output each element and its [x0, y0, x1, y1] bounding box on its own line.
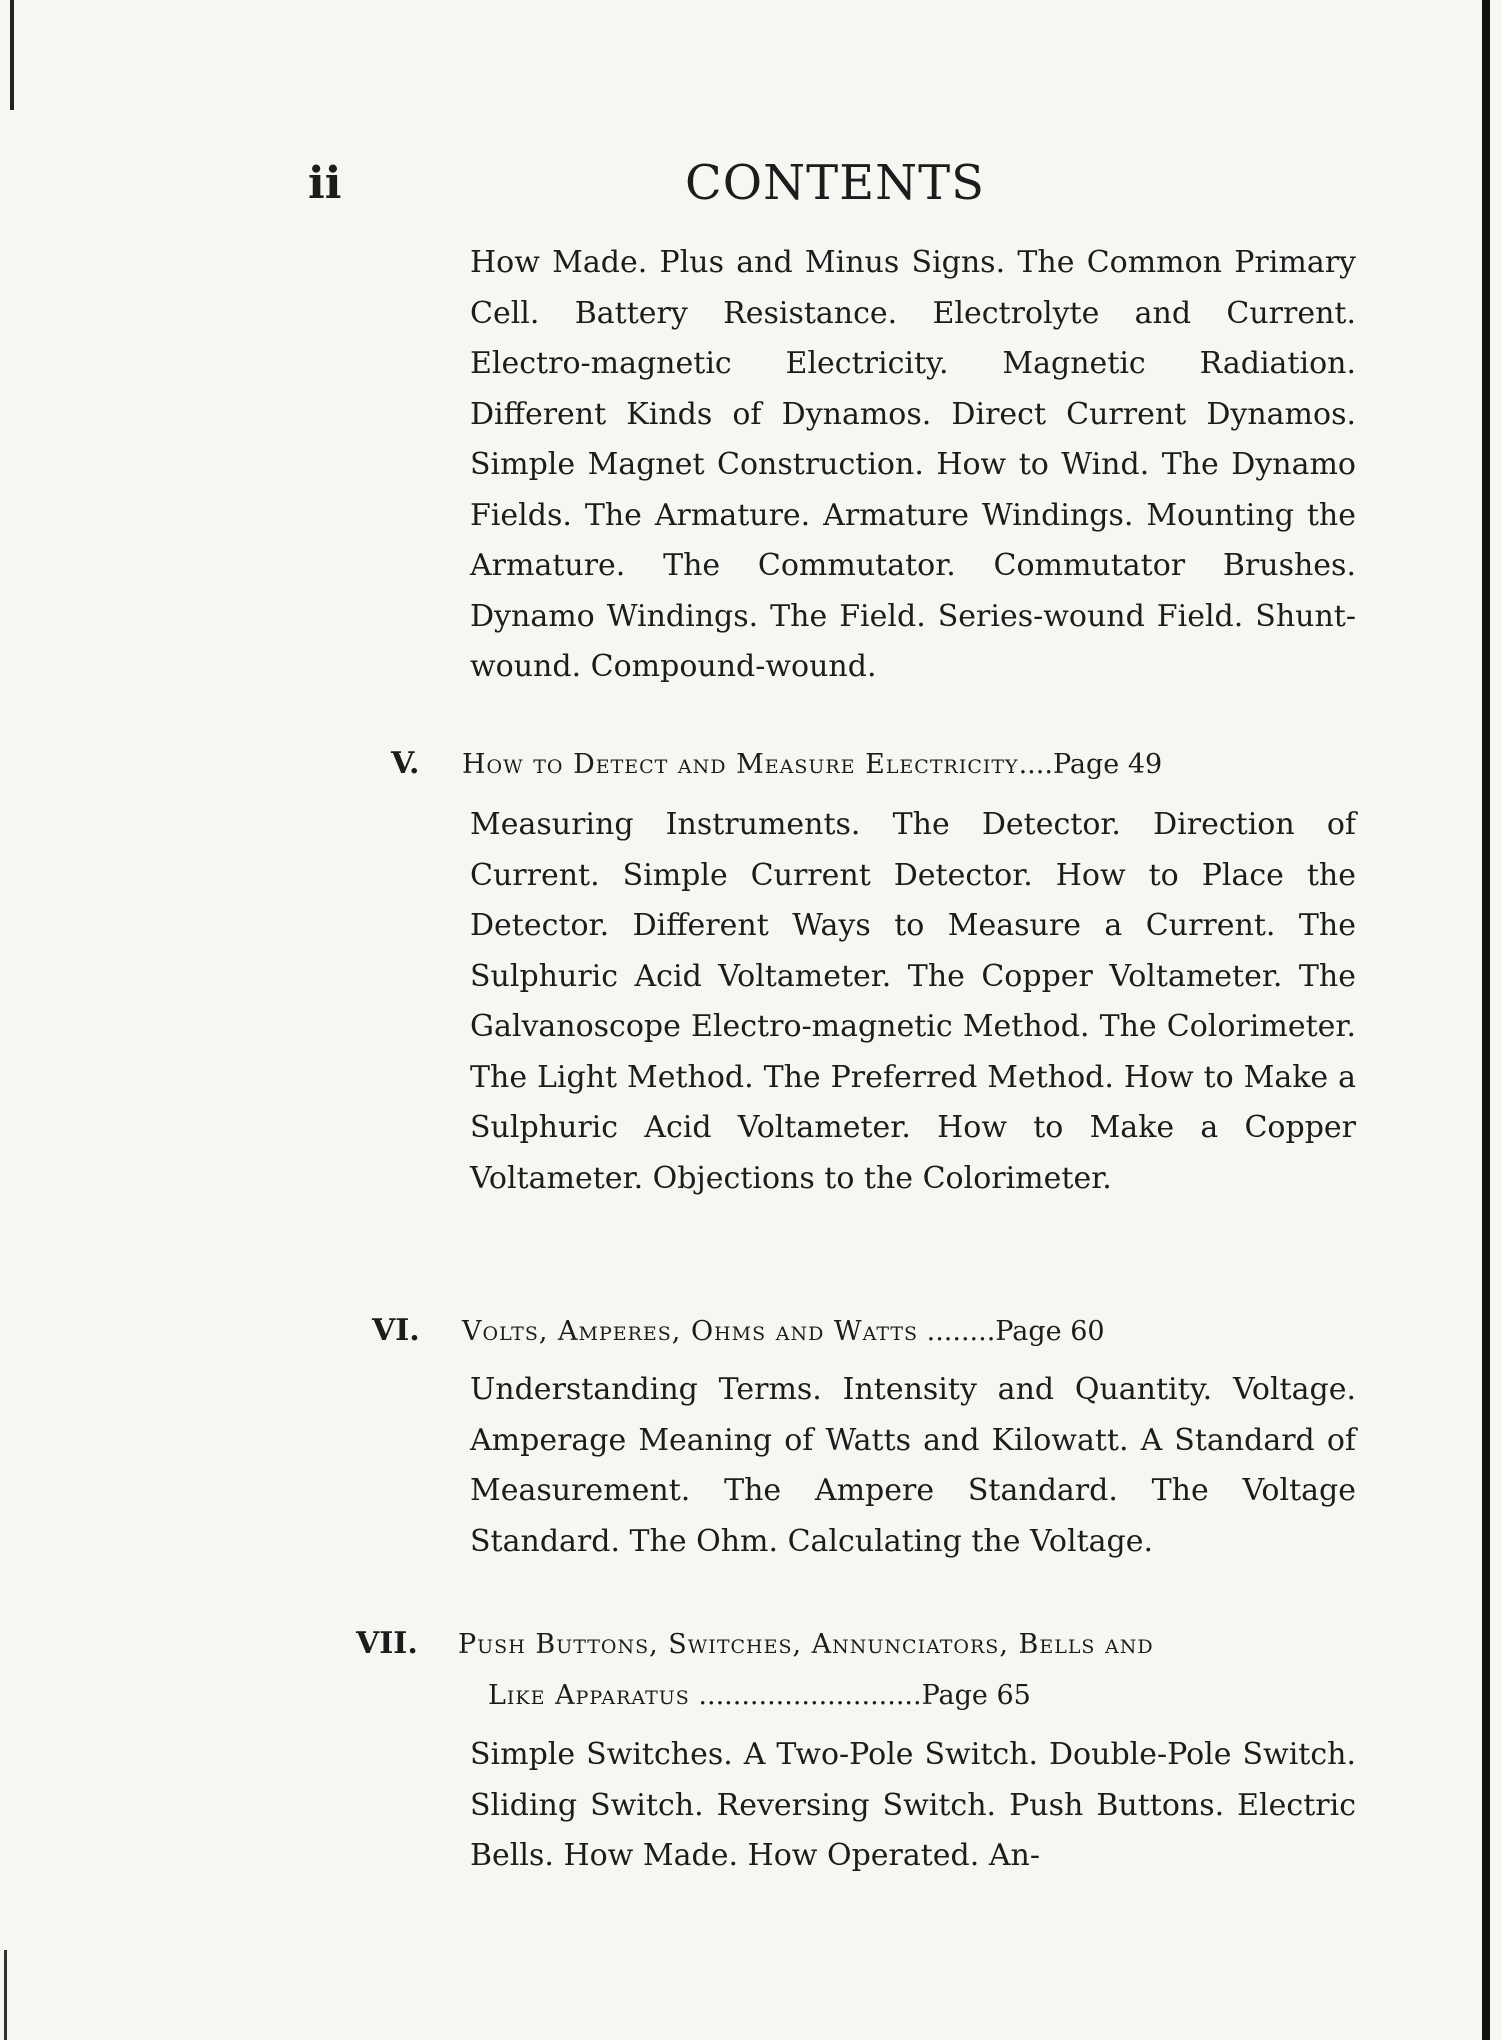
chapter-summary: Measuring Instruments. The Detector. Direction of Current. Simple Current Detector. How to Place the Detector. Different Ways to Measure a Current. The Sulphuric Acid Voltameter. The Copper Voltameter. The Galvanoscope Electro-magnetic Method. The Colorimeter. The Light Method. The Preferred Method. How to Make a Sulphuric Acid Voltameter. How to Make a Copper Voltameter. Objections to the Colorimeter.: [470, 807, 1356, 1196]
chapter-page: Page 60: [995, 1316, 1105, 1347]
chapter-heading: [462, 1316, 1105, 1347]
dot-leader: ........: [926, 1316, 996, 1347]
page-number: ii: [308, 158, 342, 209]
chapter-heading: [462, 749, 1162, 780]
chapter-heading: [458, 1629, 1154, 1660]
page-title: CONTENTS: [684, 155, 986, 211]
chapter-title: How to Detect and Measure Electricity: [462, 749, 1019, 780]
scan-mark: [10, 0, 14, 110]
chapter-page: Page 65: [921, 1680, 1031, 1711]
continued-section-text: How Made. Plus and Minus Signs. The Common Primary Cell. Battery Resistance. Electrolyte and Current. Electro-magnetic Electricity. Magnetic Radiation. Different Kinds of Dynamos. Direct Current Dynamos. Simple Magnet Construction. How to Wind. The Dynamo Fields. The Armature. Armature Windings. Mounting the Armature. The Commutator. Commutator Brushes. Dynamo Windings. The Field. Series-wound Field. Shunt-wound. Compound-wound.: [470, 245, 1356, 684]
chapter-title: Volts, Amperes, Ohms and Watts: [462, 1316, 919, 1347]
chapter-page: Page 49: [1052, 749, 1163, 780]
chapter-summary: Understanding Terms. Intensity and Quantity. Voltage. Amperage Meaning of Watts and Kilowatt. A Standard of Measurement. The Ampere Standard. The Voltage Standard. The Ohm. Calculating the Voltage.: [470, 1372, 1356, 1559]
dot-leader: ..........................: [698, 1680, 922, 1711]
chapter-numeral: VII.: [356, 1626, 418, 1661]
chapter-title: Push Buttons, Switches, Annunciators, Bells and: [458, 1629, 1154, 1660]
dot-leader: ....: [1018, 749, 1053, 780]
chapter-heading-continued: [488, 1680, 1031, 1711]
chapter-summary: Simple Switches. A Two-Pole Switch. Double-Pole Switch. Sliding Switch. Reversing Switch. Push Buttons. Electric Bells. How Made. How Operated. An-: [470, 1737, 1356, 1873]
chapter-numeral: VI.: [372, 1313, 420, 1348]
scan-mark: [4, 1950, 7, 2040]
page-edge-shadow: [1482, 0, 1490, 2040]
chapter-title-line2: Like Apparatus: [488, 1680, 690, 1711]
chapter-numeral: V.: [391, 746, 420, 781]
